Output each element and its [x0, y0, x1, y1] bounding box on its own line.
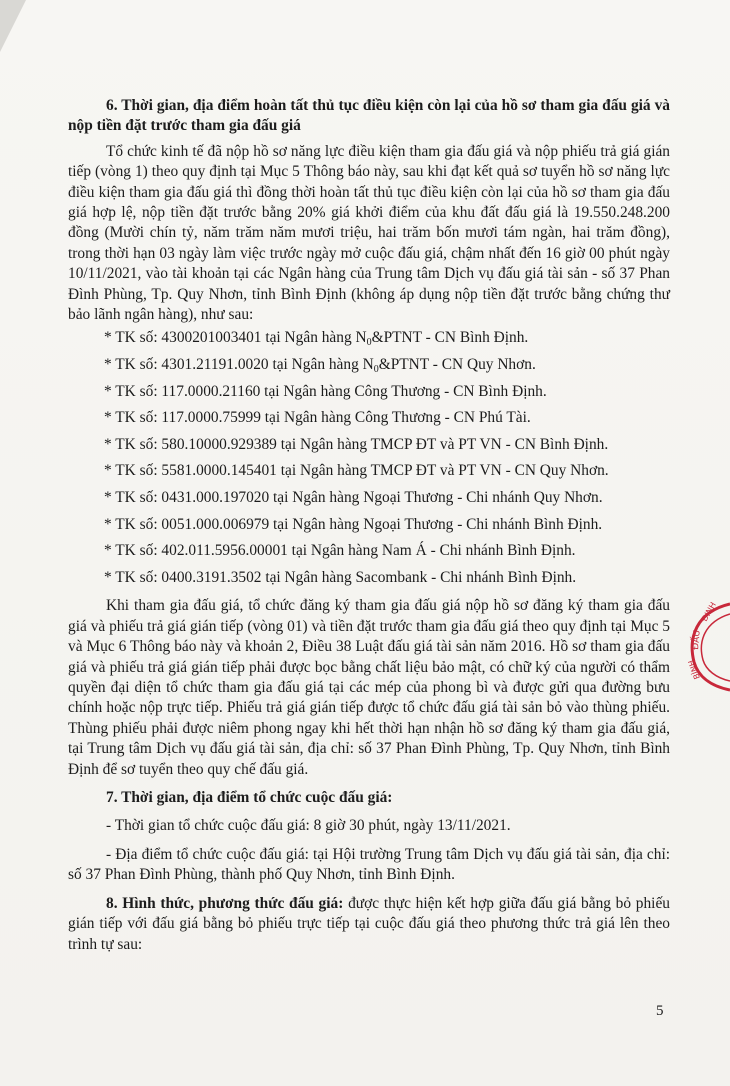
bank-account-item: * TK số: 0431.000.197020 tại Ngân hàng Ngoại Thương - Chi nhánh Quy Nhơn.: [104, 489, 603, 507]
page-fold-corner: [0, 0, 26, 52]
section-7-heading: 7. Thời gian, địa điểm tổ chức cuộc đấu giá:: [106, 789, 393, 807]
bank-account-item: * TK số: 0400.3191.3502 tại Ngân hàng Sacombank - Chi nhánh Bình Định.: [104, 568, 577, 586]
svg-text:ĐINH: ĐINH: [699, 600, 719, 623]
section-6-heading: 6. Thời gian, địa điểm hoàn tất thủ tục điều kiện còn lại của hồ sơ tham gia đấu giá và nộp tiền đặt trước tham gia đấu giá: [68, 97, 670, 135]
bank-account-item: * TK số: 5581.0000.145401 tại Ngân hàng TMCP ĐT và PT VN - CN Quy Nhơn.: [104, 462, 609, 480]
bank-account-list: [68, 325, 670, 591]
red-seal-stamp-icon: [676, 598, 730, 692]
section-8-heading: 8. Hình thức, phương thức đấu giá:: [106, 894, 344, 912]
bank-account-item: * TK số: 580.10000.929389 tại Ngân hàng TMCP ĐT và PT VN - CN Bình Định.: [104, 435, 609, 453]
section-6-paragraph-2: Khi tham gia đấu giá, tổ chức đăng ký tham gia đấu giá nộp hồ sơ đăng ký tham gia đấu giá và phiếu trả giá gián tiếp (vòng 01) và tiền đặt trước tham gia đấu giá theo quy định tại Mục 5 và Mục 6 Thông báo này và khoản 2, Điều 38 Luật đấu giá tài sản năm 2016. Hồ sơ tham gia đấu giá và phiếu trả giá gián tiếp phải được bọc bằng chất liệu bảo mật, có chữ ký của người có thẩm quyền đại diện tổ chức tham gia đấu giá tại các mép của phong bì và được gửi qua đường bưu chính hoặc nộp trực tiếp. Phiếu trả giá gián tiếp được tổ chức đấu giá tài sản bỏ vào thùng phiếu. Thùng phiếu phải được niêm phong ngay khi hết thời hạn nhận hồ sơ đăng ký tham gia đấu giá, tại Trung tâm Dịch vụ đấu giá tài sản, địa chỉ: số 37 Phan Đình Phùng, Tp. Quy Nhơn, tỉnh Bình Định để sơ tuyển theo quy chế đấu giá.: [68, 597, 670, 778]
bank-account-item: * TK số: 117.0000.21160 tại Ngân hàng Công Thương - CN Bình Định.: [104, 382, 547, 400]
bank-account-item: * TK số: 4301.21191.0020 tại Ngân hàng $N_0\&PTNT$ - CN Quy Nhơn.: [104, 356, 536, 376]
document-body: [68, 96, 670, 955]
page-number: 5: [656, 1003, 664, 1019]
section-8-paragraph: [68, 894, 670, 955]
svg-text:BÌNH: BÌNH: [686, 658, 702, 681]
section-8-text: được thực hiện kết hợp giữa đấu giá bằng bỏ phiếu gián tiếp với đấu giá bằng bỏ phiếu trực tiếp tại cuộc đấu giá theo phương thức trả giá lên theo trình tự sau:: [68, 894, 670, 953]
section-7-time: - Thời gian tổ chức cuộc đấu giá: 8 giờ 30 phút, ngày 13/11/2021.: [106, 817, 511, 835]
section-7-place: - Địa điểm tổ chức cuộc đấu giá: tại Hội trường Trung tâm Dịch vụ đấu giá tài sản, địa chỉ: số 37 Phan Đình Phùng, thành phố Quy Nhơn, tỉnh Bình Định.: [68, 845, 670, 884]
svg-text:ĐẤU: ĐẤU: [691, 629, 703, 651]
bank-account-item: * TK số: 0051.000.006979 tại Ngân hàng Ngoại Thương - Chi nhánh Bình Định.: [104, 515, 603, 533]
bank-account-item: * TK số: 117.0000.75999 tại Ngân hàng Công Thương - CN Phú Tài.: [104, 409, 531, 427]
bank-account-item: * TK số: 402.011.5956.00001 tại Ngân hàng Nam Á - Chi nhánh Bình Định.: [104, 542, 576, 560]
bank-account-item: * TK số: 4300201003401 tại Ngân hàng $N_0\&PTNT$ - CN Bình Định.: [104, 329, 529, 349]
section-6-paragraph: Tổ chức kinh tế đã nộp hồ sơ năng lực điều kiện tham gia đấu giá và nộp phiếu trả giá gián tiếp (vòng 1) theo quy định tại Mục 5 Thông báo này, sau khi đạt kết quả sơ tuyển hồ sơ năng lực điều kiện tham gia đấu giá thì đồng thời hoàn tất thủ tục điều kiện còn lại của hồ sơ tham gia đấu giá hợp lệ, nộp tiền đặt trước bằng 20% giá khởi điểm của khu đất đấu giá là 19.550.248.200 đồng (Mười chín tỷ, năm trăm năm mươi triệu, hai trăm bốn mươi tám ngàn, hai trăm đồng), trong thời hạn 03 ngày làm việc trước ngày mở cuộc đấu giá, chậm nhất đến 16 giờ 00 phút ngày 10/11/2021, vào tài khoản tại các Ngân hàng của Trung tâm Dịch vụ đấu giá tài sản - số 37 Phan Đình Phùng, Tp. Quy Nhơn, tỉnh Bình Định (không áp dụng nộp tiền đặt trước bằng chứng thư bảo lãnh ngân hàng), như sau:: [68, 142, 670, 324]
